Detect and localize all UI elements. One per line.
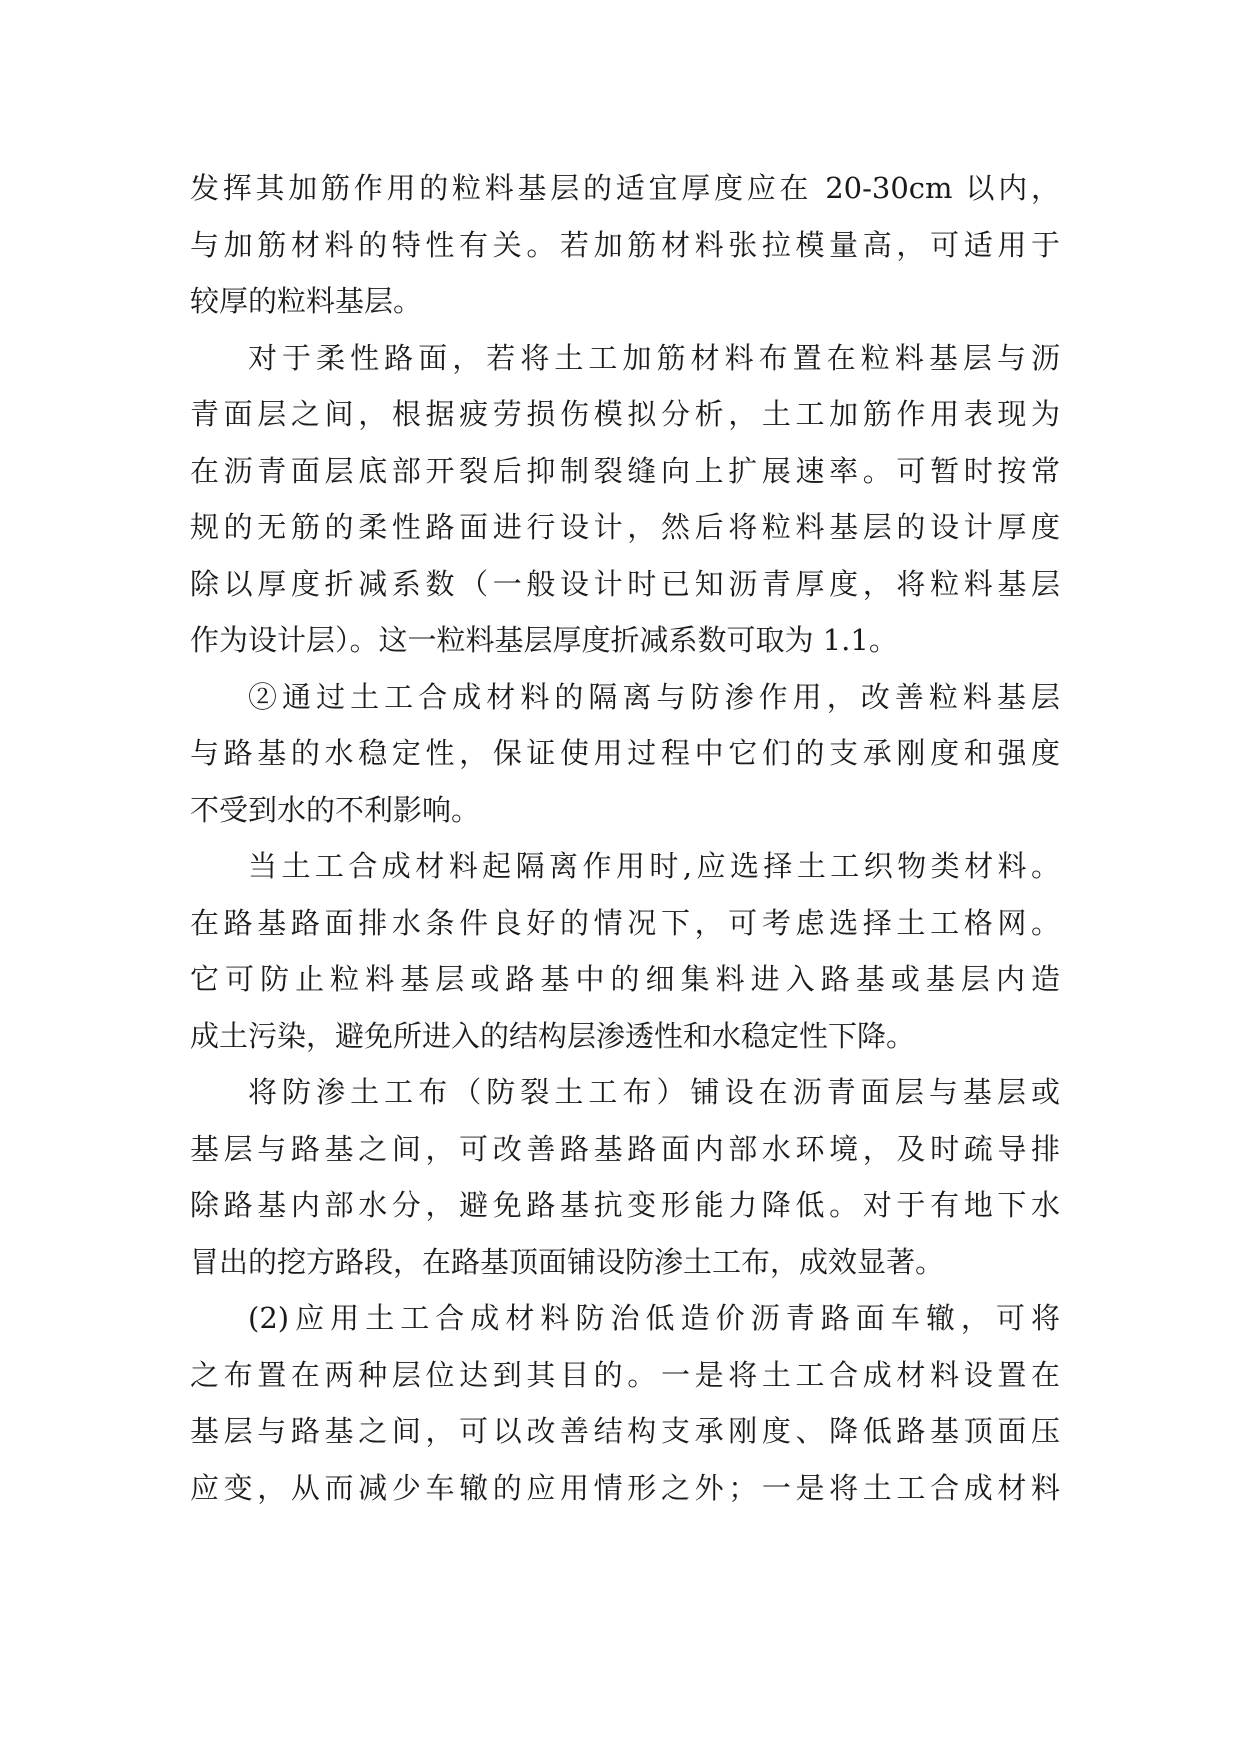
text-line: 在沥青面层底部开裂后抑制裂缝向上扩展速率。可暂时按常 (190, 453, 1060, 488)
text-line: 之布置在两种层位达到其目的。一是将土工合成材料设置在 (190, 1357, 1060, 1392)
text-line: 与路基的水稳定性，保证使用过程中它们的支承刚度和强度 (190, 736, 1060, 770)
text-line: 它可防止粒料基层或路基中的细集料进入路基或基层内造 (190, 962, 1060, 996)
text-line: 在路基路面排水条件良好的情况下，可考虑选择土工格网。 (190, 905, 1060, 940)
text-line: 冒出的挖方路段，在路基顶面铺设防渗土工布，成效显著。 (190, 1244, 945, 1279)
text-line: 应变，从而减少车辙的应用情形之外；一是将土工合成材料 (190, 1470, 1060, 1505)
text-line: 除以厚度折减系数（一般设计时已知沥青厚度，将粒料基层 (190, 566, 1060, 601)
text-line: 青面层之间，根据疲劳损伤模拟分析，土工加筋作用表现为 (190, 397, 1060, 431)
text-line: 基层与路基之间，可改善路基路面内部水环境，及时疏导排 (190, 1131, 1060, 1166)
text-line: 基层与路基之间，可以改善结构支承刚度、降低路基顶面压 (190, 1414, 1060, 1448)
text-line: (2)应用土工合成材料防治低造价沥青路面车辙，可将 (248, 1301, 1060, 1335)
text-line: 除路基内部水分，避免路基抗变形能力降低。对于有地下水 (190, 1188, 1060, 1222)
text-line: 规的无筋的柔性路面进行设计，然后将粒料基层的设计厚度 (190, 510, 1060, 544)
text-line: 将防渗土工布（防裂土工布）铺设在沥青面层与基层或 (248, 1075, 1060, 1109)
text-line: 发挥其加筋作用的粒料基层的适宜厚度应在 20-30cm 以内， (190, 171, 1060, 205)
text-line: 对于柔性路面，若将土工加筋材料布置在粒料基层与沥 (248, 340, 1060, 375)
text-line: 不受到水的不利影响。 (190, 792, 481, 827)
text-line: 当土工合成材料起隔离作用时,应选择土工织物类材料。 (248, 849, 1060, 883)
text-line: ②通过土工合成材料的隔离与防渗作用，改善粒料基层 (248, 679, 1060, 714)
text-line: 成土污染，避免所进入的结构层渗透性和水稳定性下降。 (190, 1018, 916, 1053)
text-line: 较厚的粒料基层。 (190, 284, 423, 318)
text-line: 作为设计层）。这一粒料基层厚度折减系数可取为 1.1。 (190, 623, 898, 657)
body-text (190, 160, 1060, 1516)
text-line: 与加筋材料的特性有关。若加筋材料张拉模量高，可适用于 (190, 227, 1060, 262)
